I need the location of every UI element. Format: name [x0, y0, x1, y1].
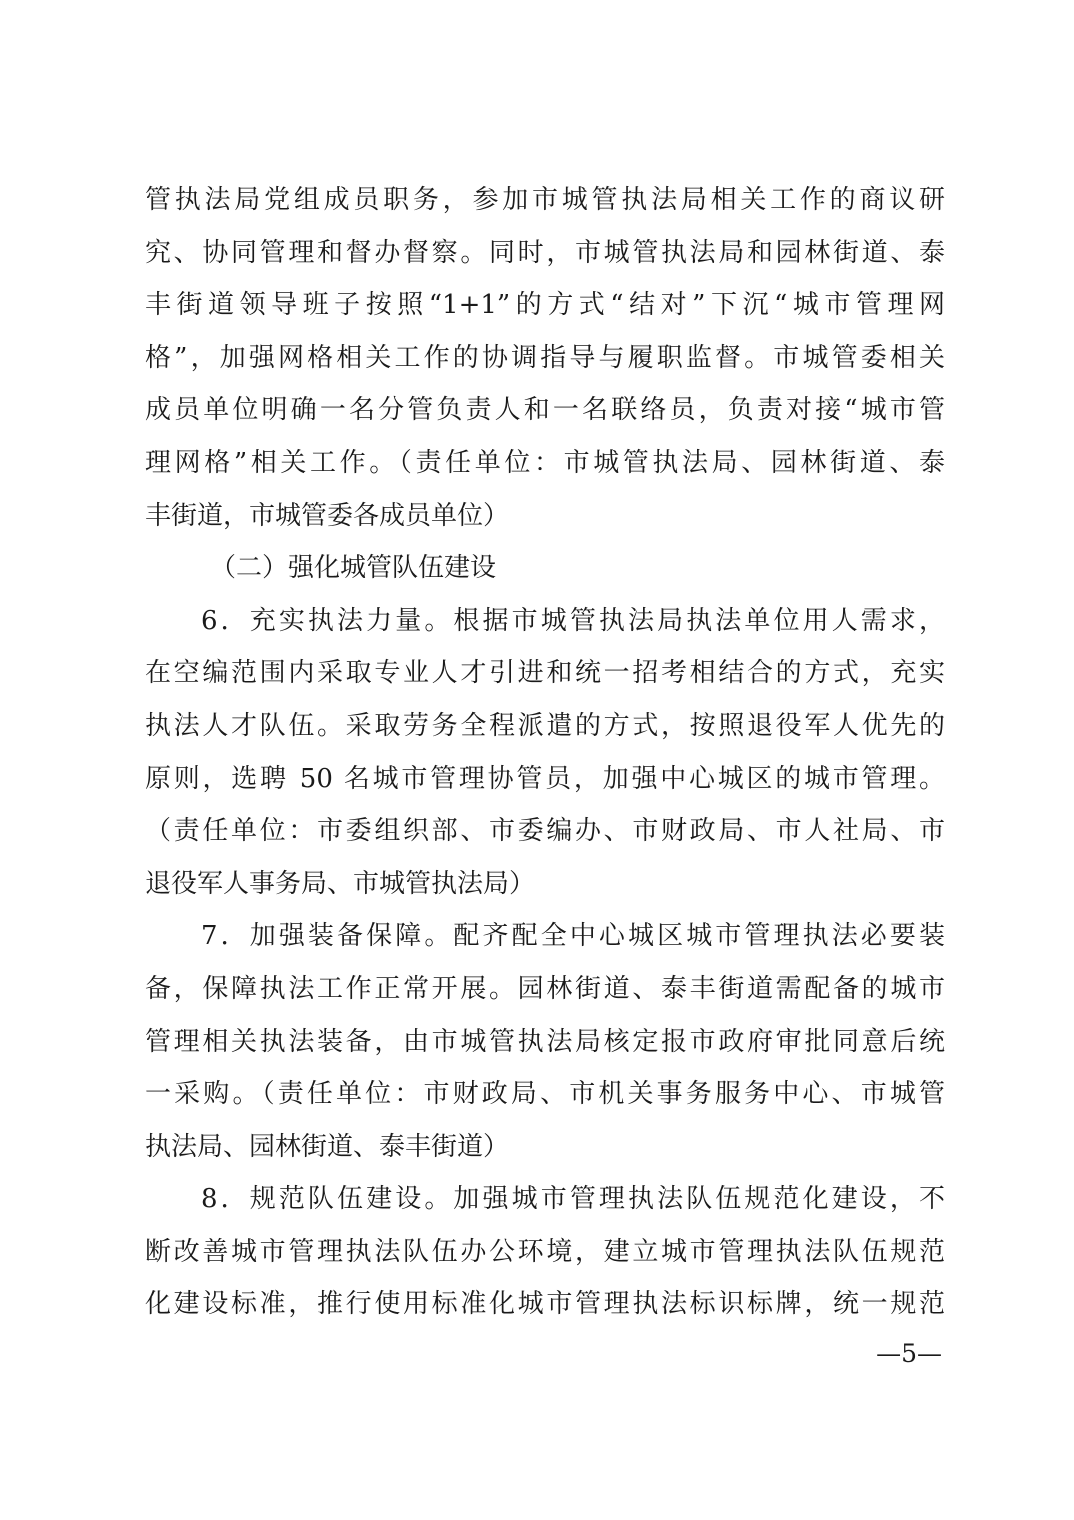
page-number: —5—	[876, 1339, 942, 1368]
text-line: 理网格”相关工作。（责任单位：市城管执法局、园林街道、泰	[145, 447, 945, 478]
section-heading: （二）强化城管队伍建设	[210, 553, 497, 584]
text-line: 丰街道领导班子按照“1+1”的方式“结对”下沉“城市管理网	[145, 290, 945, 321]
text-line: 7．加强装备保障。配齐配全中心城区城市管理执法必要装	[201, 921, 945, 952]
text-line: 究、协同管理和督办督察。同时，市城管执法局和园林街道、泰	[145, 237, 945, 268]
text-line: 格”，加强网格相关工作的协调指导与履职监督。市城管委相关	[145, 342, 945, 373]
text-line: 断改善城市管理执法队伍办公环境，建立城市管理执法队伍规范	[145, 1236, 945, 1267]
body-text	[145, 174, 945, 1331]
text-line: 备，保障执法工作正常开展。园林街道、泰丰街道需配备的城市	[145, 973, 945, 1004]
text-line: 原则，选聘 50 名城市管理协管员，加强中心城区的城市管理。	[145, 763, 945, 794]
text-line: （责任单位：市委组织部、市委编办、市财政局、市人社局、市	[145, 816, 945, 847]
text-line: 6．充实执法力量。根据市城管执法局执法单位用人需求，	[201, 605, 945, 636]
text-line: 执法局、园林街道、泰丰街道）	[145, 1131, 510, 1162]
text-line: 在空编范围内采取专业人才引进和统一招考相结合的方式，充实	[145, 658, 945, 689]
text-line: 成员单位明确一名分管负责人和一名联络员，负责对接“城市管	[145, 395, 945, 426]
text-line: 退役军人事务局、市城管执法局）	[145, 868, 536, 899]
text-line: 丰街道，市城管委各成员单位）	[145, 500, 510, 531]
text-line: 管执法局党组成员职务，参加市城管执法局相关工作的商议研	[145, 185, 945, 215]
text-line: 管理相关执法装备，由市城管执法局核定报市政府审批同意后统	[145, 1026, 945, 1057]
text-line: 8．规范队伍建设。加强城市管理执法队伍规范化建设，不	[201, 1184, 945, 1215]
text-line: 执法人才队伍。采取劳务全程派遣的方式，按照退役军人优先的	[145, 710, 945, 741]
text-line: 一采购。（责任单位：市财政局、市机关事务服务中心、市城管	[145, 1079, 945, 1110]
text-line: 化建设标准，推行使用标准化城市管理执法标识标牌，统一规范	[145, 1289, 945, 1320]
